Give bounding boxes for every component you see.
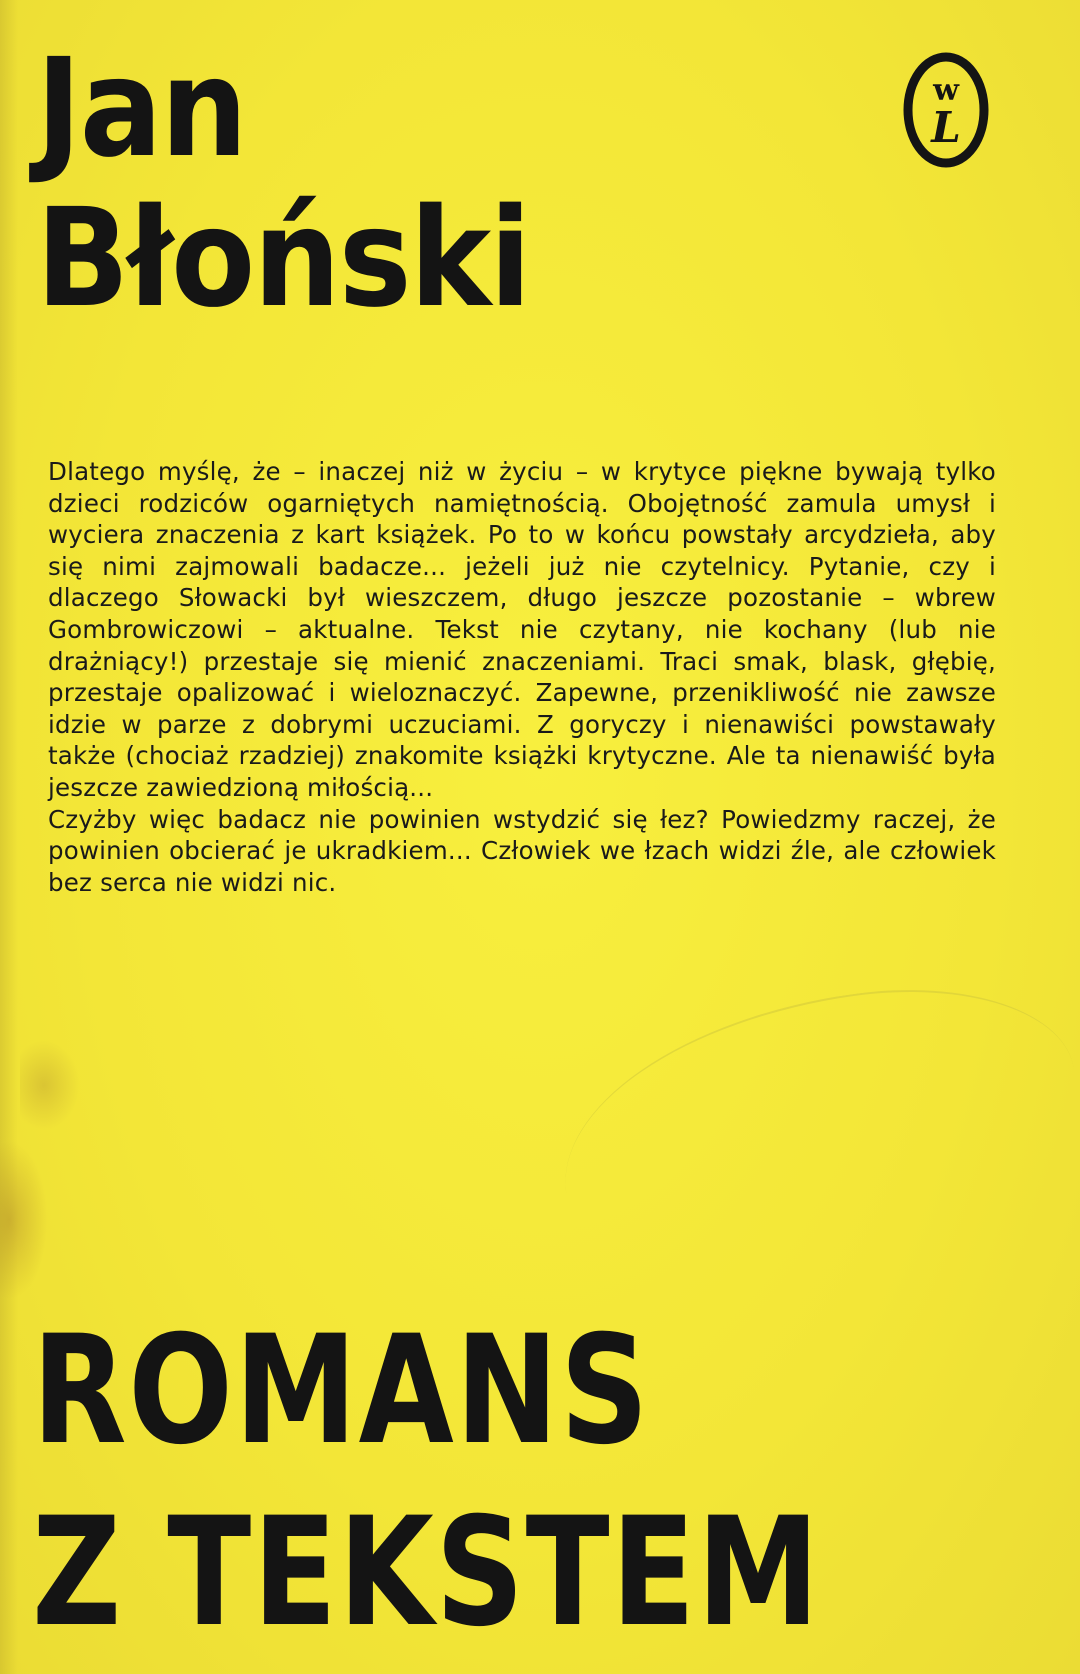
paper-stain — [0, 1140, 48, 1300]
author-name — [36, 30, 530, 338]
svg-text:w: w — [933, 73, 959, 108]
author-first-name: Jan — [36, 30, 246, 188]
blurb-paragraph: Dlatego myślę, że – inaczej niż w życiu – w krytyce piękne bywają tylko dzieci rodziców ogarniętych namiętnością. Obojętność zamula umysł i wyciera znaczenia z kart książek. Po to w końcu powstały arcydzieła, aby się nimi zajmowali badacze... jeżeli już nie czytelnicy. Pytanie, czy i dlaczego Słowacki był wieszczem, długo jeszcze pozostanie – wbrew Gombrowiczowi – aktualne. Tekst nie czytany, nie kochany (lub nie drażniący!) przestaje się mienić znaczeniami. Traci smak, blask, głębię, przestaje opalizować i wieloznaczyć. Zapewne, przenikliwość nie zawsze idzie w parze z dobrymi uczuciami. Z goryczy i nienawiści powstawały także (chociaż rzadziej) znakomite książki krytyczne. Ale ta nienawiść była jeszcze zawiedzioną miłością... — [48, 457, 996, 802]
book-title — [32, 1300, 821, 1664]
wl-publisher-logo-icon — [900, 50, 992, 170]
book-title-line-1: ROMANS — [32, 1304, 651, 1478]
spine-shadow — [0, 0, 18, 1674]
book-title-line-2: Z TEKSTEM — [32, 1486, 821, 1660]
paper-stain — [20, 1040, 80, 1130]
blurb-paragraph: Czyżby więc badacz nie powinien wstydzić się łez? Powiedzmy raczej, że powinien obcierać je ukradkiem... Człowiek we łzach widzi źle, ale człowiek bez serca nie widzi nic. — [48, 804, 996, 897]
author-last-name: Błoński — [36, 180, 530, 338]
paper-crease — [544, 965, 1080, 1297]
svg-text:L: L — [931, 103, 961, 152]
back-cover-blurb — [48, 456, 996, 898]
